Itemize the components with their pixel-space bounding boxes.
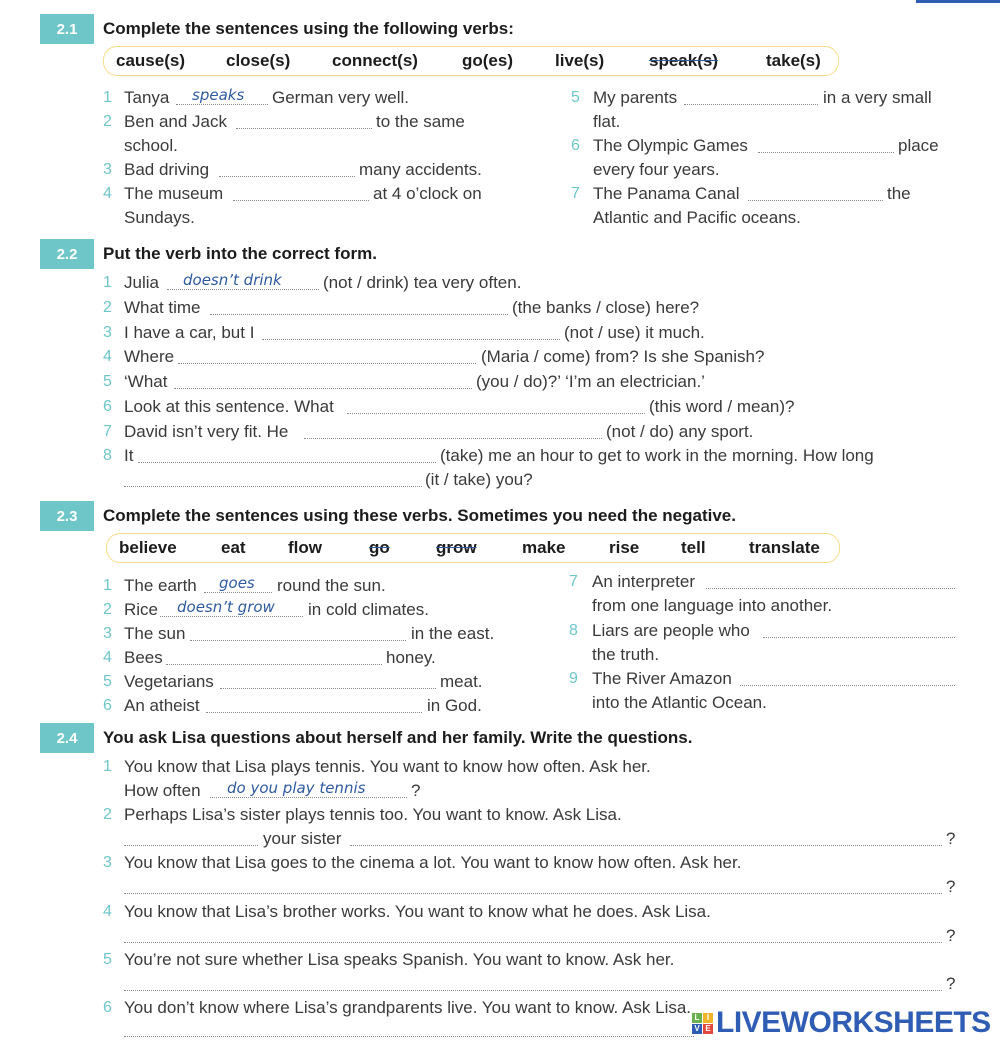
verb-box [106, 533, 840, 563]
answer-blank[interactable] [124, 942, 942, 943]
item-text: in a very small [823, 88, 932, 107]
item-text: meat. [440, 672, 483, 691]
item-number: 4 [103, 903, 112, 920]
item-number: 3 [103, 625, 112, 642]
item-text: (the banks / close) here? [512, 298, 700, 317]
item-number: 5 [103, 673, 112, 690]
section-heading: Put the verb into the correct form. [103, 244, 377, 263]
liveworksheets-logo [692, 1006, 991, 1040]
item-text: The museum [124, 184, 224, 203]
item-number: 2 [103, 113, 112, 130]
filled-answer: doesn’t drink [183, 271, 282, 289]
item-text: honey. [386, 648, 436, 667]
item-text: You know that Lisa plays tennis. You want to know how often. Ask her. [124, 757, 651, 776]
item-number: 1 [103, 89, 112, 106]
verb-word: connect(s) [332, 51, 418, 70]
section-badge: 2.2 [40, 239, 94, 269]
item-number: 1 [103, 577, 112, 594]
answer-blank[interactable] [220, 688, 436, 689]
answer-blank[interactable] [190, 640, 406, 641]
answer-blank[interactable] [124, 486, 422, 487]
answer-blank[interactable] [206, 712, 422, 713]
item-text: Liars are people who [592, 621, 750, 640]
logo-square: E [703, 1024, 713, 1034]
answer-blank[interactable] [350, 845, 942, 846]
item-text: What time [124, 298, 201, 317]
answer-blank[interactable] [304, 438, 602, 439]
item-text: round the sun. [277, 576, 386, 595]
item-text: The Olympic Games [593, 136, 748, 155]
item-text: David isn’t very fit. He [124, 422, 289, 441]
item-text: ‘What [124, 372, 168, 391]
verb-word: rise [609, 538, 640, 557]
question-mark: ? [946, 974, 956, 993]
item-number: 5 [571, 89, 580, 106]
item-number: 2 [103, 299, 112, 316]
section-badge: 2.1 [40, 14, 94, 44]
answer-blank[interactable] [347, 413, 645, 414]
section-heading: Complete the sentences using these verbs. Sometimes you need the negative. [103, 506, 736, 525]
item-text: The sun [124, 624, 186, 643]
verb-word: make [522, 538, 566, 557]
item-number: 4 [103, 348, 112, 365]
item-text: many accidents. [359, 160, 482, 179]
answer-blank[interactable] [684, 104, 818, 105]
item-text: to the same [376, 112, 465, 131]
item-text: Ben and Jack [124, 112, 228, 131]
answer-blank[interactable] [204, 592, 272, 593]
item-text: The earth [124, 576, 197, 595]
verb-word: go(es) [462, 51, 513, 70]
item-text: every four years. [593, 160, 720, 179]
top-accent-bar [916, 0, 1000, 3]
item-number: 6 [103, 398, 112, 415]
item-text: the [887, 184, 911, 203]
answer-blank[interactable] [236, 128, 372, 129]
item-number: 2 [103, 601, 112, 618]
answer-blank[interactable] [124, 893, 942, 894]
item-text: You know that Lisa goes to the cinema a lot. You want to know how often. Ask her. [124, 853, 742, 872]
section-badge: 2.4 [40, 723, 94, 753]
verb-word: eat [221, 538, 246, 557]
item-text: (Maria / come) from? Is she Spanish? [481, 347, 765, 366]
item-text: My parents [593, 88, 678, 107]
item-text: The River Amazon [592, 669, 732, 688]
item-text: It [124, 446, 134, 465]
item-number: 7 [569, 573, 578, 590]
item-text: Bad driving [124, 160, 210, 179]
verb-word: live(s) [555, 51, 605, 70]
answer-blank[interactable] [740, 685, 955, 686]
section-heading: Complete the sentences using the following verbs: [103, 19, 514, 38]
item-text: (not / use) it much. [564, 323, 705, 342]
item-text: at 4 o’clock on [373, 184, 482, 203]
item-text: (not / drink) tea very often. [323, 273, 522, 292]
item-text: (you / do)?’ ‘I’m an electrician.’ [476, 372, 705, 391]
item-text: from one language into another. [592, 596, 833, 615]
item-number: 6 [571, 137, 580, 154]
question-mark: ? [411, 781, 421, 800]
answer-blank[interactable] [176, 104, 268, 105]
item-text: You don’t know where Lisa’s grandparents live. You want to know. Ask Lisa. [124, 998, 692, 1017]
logo-square: I [703, 1013, 713, 1023]
verb-box [103, 46, 839, 76]
item-text: Bees [124, 648, 163, 667]
item-text: school. [124, 136, 178, 155]
item-number: 7 [103, 423, 112, 440]
answer-blank[interactable] [178, 363, 476, 364]
verb-word: tell [681, 538, 706, 557]
answer-blank[interactable] [763, 637, 955, 638]
answer-blank[interactable] [138, 462, 436, 463]
answer-blank[interactable] [233, 200, 369, 201]
verb-word: close(s) [226, 51, 291, 70]
question-mark: ? [946, 926, 956, 945]
logo-square: L [692, 1013, 702, 1023]
item-text: Rice [124, 600, 159, 619]
filled-answer: do you play tennis [227, 779, 366, 797]
item-number: 7 [571, 185, 580, 202]
item-text: How often [124, 781, 201, 800]
verb-word: take(s) [766, 51, 821, 70]
verb-word: flow [288, 538, 322, 557]
answer-blank[interactable] [124, 845, 258, 846]
item-number: 6 [103, 697, 112, 714]
answer-blank[interactable] [124, 990, 942, 991]
verb-word-used: speak(s) [649, 51, 718, 70]
logo-square: V [692, 1024, 702, 1034]
question-mark: ? [946, 877, 956, 896]
item-text: Julia [124, 273, 159, 292]
filled-answer: doesn’t grow [177, 598, 275, 616]
item-number: 1 [103, 274, 112, 291]
item-number: 8 [569, 622, 578, 639]
item-text: An atheist [124, 696, 200, 715]
answer-blank[interactable] [210, 797, 407, 798]
logo-squares-icon [692, 1013, 713, 1034]
verb-word: believe [119, 538, 177, 557]
item-text: You’re not sure whether Lisa speaks Spanish. You want to know. Ask her. [124, 950, 675, 969]
verb-word: cause(s) [116, 51, 185, 70]
item-text: Where [124, 347, 175, 366]
item-number: 3 [103, 161, 112, 178]
answer-blank[interactable] [160, 616, 303, 617]
filled-answer: goes [219, 574, 255, 592]
item-text: flat. [593, 112, 621, 131]
item-text: (this word / mean)? [649, 397, 795, 416]
item-text: in the east. [411, 624, 495, 643]
item-text: An interpreter [592, 572, 695, 591]
item-text: place [898, 136, 939, 155]
item-number: 8 [103, 447, 112, 464]
item-text: German very well. [272, 88, 409, 107]
answer-blank[interactable] [706, 588, 955, 589]
item-text: the truth. [592, 645, 660, 664]
answer-blank[interactable] [174, 388, 472, 389]
item-text: your sister [263, 829, 342, 848]
filled-answer: speaks [192, 86, 245, 104]
answer-blank[interactable] [124, 1036, 694, 1037]
item-text: Look at this sentence. What [124, 397, 334, 416]
verb-word-used: go [369, 538, 390, 557]
item-number: 9 [569, 670, 578, 687]
answer-blank[interactable] [166, 664, 382, 665]
answer-blank[interactable] [748, 200, 883, 201]
item-text: (it / take) you? [425, 470, 533, 489]
item-text: Atlantic and Pacific oceans. [593, 208, 801, 227]
item-text: Tanya [124, 88, 170, 107]
item-text: I have a car, but I [124, 323, 255, 342]
answer-blank[interactable] [262, 339, 560, 340]
item-text: Perhaps Lisa’s sister plays tennis too. You want to know. Ask Lisa. [124, 805, 622, 824]
section-heading: You ask Lisa questions about herself and her family. Write the questions. [103, 728, 693, 747]
item-number: 5 [103, 373, 112, 390]
answer-blank[interactable] [167, 289, 319, 290]
item-text: in cold climates. [308, 600, 429, 619]
item-number: 3 [103, 324, 112, 341]
item-number: 4 [103, 649, 112, 666]
verb-word-used: grow [436, 538, 477, 557]
logo-text: LIVEWORKSHEETS [716, 1006, 991, 1039]
item-text: (not / do) any sport. [606, 422, 754, 441]
item-text: into the Atlantic Ocean. [592, 693, 767, 712]
item-text: in God. [427, 696, 482, 715]
section-badge: 2.3 [40, 501, 94, 531]
item-number: 4 [103, 185, 112, 202]
item-number: 5 [103, 951, 112, 968]
item-text: You know that Lisa’s brother works. You want to know what he does. Ask Lisa. [124, 902, 711, 921]
item-text: Vegetarians [124, 672, 214, 691]
item-number: 6 [103, 999, 112, 1016]
item-text: The Panama Canal [593, 184, 740, 203]
question-mark: ? [946, 829, 956, 848]
item-text: (take) me an hour to get to work in the morning. How long [440, 446, 874, 465]
answer-blank[interactable] [210, 314, 508, 315]
item-number: 3 [103, 854, 112, 871]
verb-word: translate [749, 538, 820, 557]
answer-blank[interactable] [758, 152, 894, 153]
item-number: 2 [103, 806, 112, 823]
item-text: Sundays. [124, 208, 195, 227]
answer-blank[interactable] [219, 176, 355, 177]
item-number: 1 [103, 758, 112, 775]
